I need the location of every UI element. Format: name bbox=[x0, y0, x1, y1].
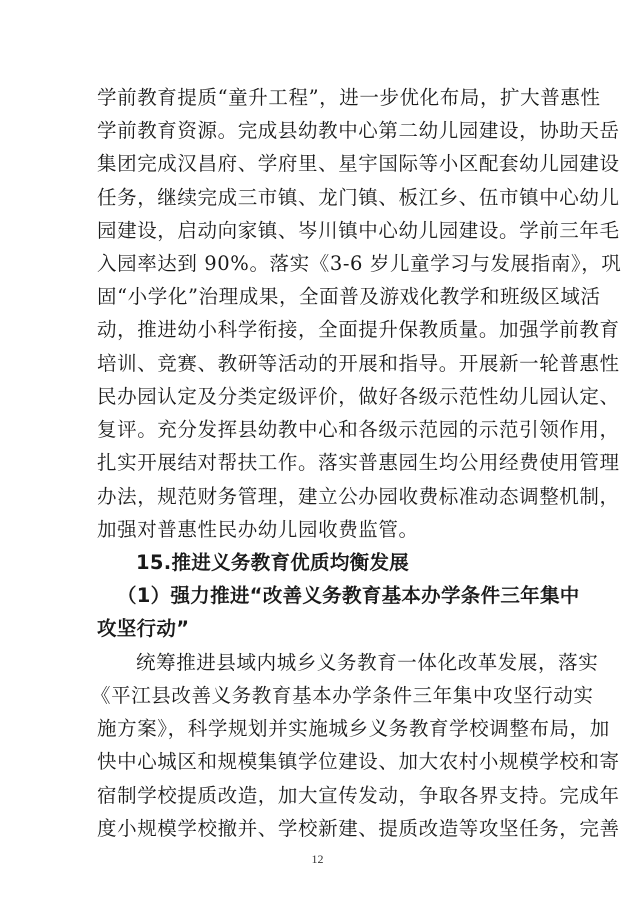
text-line: 集团完成汉昌府、学府里、星宇国际等小区配套幼儿园建设 bbox=[97, 152, 620, 175]
text-line: 学前教育资源。完成县幼教中心第二幼儿园建设，协助天岳 bbox=[97, 119, 620, 142]
text-line: 统筹推进县域内城乡义务教育一体化改革发展，落实 bbox=[136, 651, 599, 674]
text-line: 任务，继续完成三市镇、龙门镇、板江乡、伍市镇中心幼儿 bbox=[97, 186, 620, 209]
text-line: 动，推进幼小科学衔接，全面提升保教质量。加强学前教育 bbox=[97, 318, 620, 341]
text-line: 办法，规范财务管理，建立公办园收费标准动态调整机制， bbox=[97, 485, 620, 508]
page-number: 12 bbox=[311, 852, 324, 866]
text-line: 学前教育提质“童升工程”，进一步优化布局，扩大普惠性 bbox=[97, 86, 601, 109]
text-line: 宿制学校提质改造，加大宣传发动，争取各界支持。完成年 bbox=[97, 784, 620, 807]
text-line: 复评。充分发挥县幼教中心和各级示范园的示范引领作用， bbox=[97, 418, 620, 441]
text-line: 培训、竞赛、教研等活动的开展和指导。开展新一轮普惠性 bbox=[97, 352, 620, 375]
subsection-heading-line: （1）强力推进“改善义务教育基本办学条件三年集中 bbox=[117, 584, 580, 607]
text-line: 《平江县改善义务教育基本办学条件三年集中攻坚行动实 bbox=[91, 684, 594, 707]
subsection-heading-line: 攻坚行动” bbox=[97, 617, 190, 640]
text-line: 入园率达到 90%。落实《3-6 岁儿童学习与发展指南》，巩 bbox=[97, 252, 622, 275]
text-line: 扎实开展结对帮扶工作。落实普惠园生均公用经费使用管理 bbox=[97, 451, 620, 474]
text-line: 民办园认定及分类定级评价，做好各级示范性幼儿园认定、 bbox=[97, 385, 620, 408]
text-line: 度小规模学校撤并、学校新建、提质改造等攻坚任务，完善 bbox=[97, 817, 620, 840]
section-heading: 15.推进义务教育优质均衡发展 bbox=[136, 551, 410, 574]
text-line: 快中心城区和规模集镇学位建设、加大农村小规模学校和寄 bbox=[97, 750, 620, 773]
text-line: 加强对普惠性民办幼儿园收费监管。 bbox=[97, 518, 419, 541]
text-line: 园建设，启动向家镇、岑川镇中心幼儿园建设。学前三年毛 bbox=[97, 219, 620, 242]
text-line: 施方案》，科学规划并实施城乡义务教育学校调整布局，加 bbox=[97, 717, 610, 740]
text-line: 固“小学化”治理成果，全面普及游戏化教学和班级区域活 bbox=[97, 285, 601, 308]
